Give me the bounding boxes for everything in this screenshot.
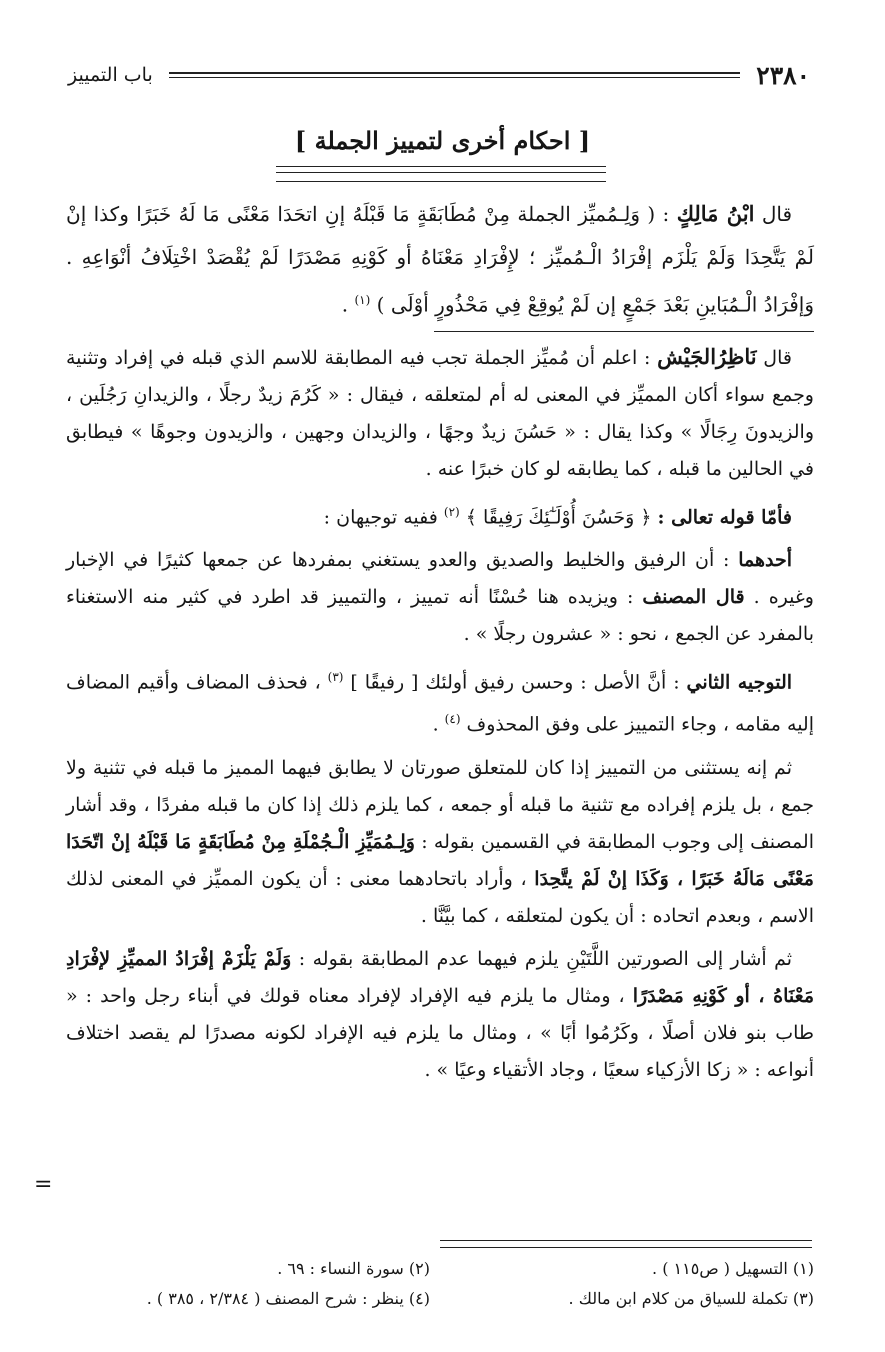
para2-lead: فأمّا قوله تعالى : [657,505,792,528]
paragraph-two-cases [66,941,814,1089]
quote-intro: قال [761,202,793,226]
footnotes [66,1256,814,1312]
section-title: [ احكام أخرى لتمييز الجملة ] [294,126,591,155]
header-rule [169,72,741,78]
footnote-ref-1: (١) [354,293,371,307]
para6-text2: ، ومثال ما يلزم فيه الإفراد لإفراد معناه قولك في أبناء رجل واحد : « طاب بنو فلان أصلًا ، وكَرُمُوا أبًا » ، ومثال ما يلزم فيه الإفراد لكونه مصدرًا لم يقصد اختلاف أنواعه : « زكا الأزكياء سعيًا ، وجاد الأتقياء وعيًا » . [66,984,814,1081]
para3-text1: : أن الرفيق والخليط والصديق والعدو يستغني بمفردها عن جمعها كثيرًا في الإخبار وغيره . [66,548,814,608]
para4-end: . [432,713,439,736]
para4-text1: : أنَّ الأصل : وحسن رفيق أولئك [ رفيقًا ] [350,671,680,694]
footnote-2: (٢) سورة النساء : ٦٩ . [277,1259,430,1278]
paragraph-nazir-al-jaysh [66,338,814,488]
para4-text2: ، فحذف المضاف وأقيم المضاف إليه مقامه ، وجاء التمييز على وفق المحذوف [66,671,814,736]
para1-text: : اعلم أن مُميِّز الجملة تجب فيه المطابقة للاسم الذي قبله في إفراد وتثنية وجمع سواء أكان المميِّز في المعنى له أم لمتعلقه ، فيقال : « كَرُمَ زيدٌ رجلًا ، والزيدانِ رَجُلَين ، والزيدونَ رِجَالًا » وكذا يقال : « حَسُنَ زيدٌ وجهًا ، والزيدان وجهين ، والزيدون وجوهًا » فيطابق في الحالين ما قبله ، كما يطابقه لو كان خبرًا عنه . [66,346,814,480]
para5-text1: ثم إنه يستثنى من التمييز إذا كان للمتعلق صورتان لا يطابق فيهما المميز ما قبله في تثنية ولا جمع ، بل يلزم إفراده مع تثنية ما قبله أو جمعه ، كما يلزم ذلك إذا كان ما قبله مفردًا ، وقد أشار المصنف إلى وجوب المطابقة في القسمين بقوله : [66,756,815,853]
para2-verse: ﴿ وَحَسُنَ أُوْلَـٰٓئِكَ رَفِيقًا ﴾ [465,505,652,528]
para4-label: التوجيه الثاني [686,671,793,694]
paragraph-verse [66,494,814,536]
page-number: ٢٣٨٠ [756,60,810,90]
paragraph-second-explanation [66,659,814,744]
footnote-ref-3: (٣) [327,669,344,684]
quote-separator [434,331,814,332]
footnote-1: (١) التسهيل ( ص١١٥ ) . [652,1259,814,1278]
para3-label2: قال المصنف [642,585,745,608]
para1-author: نَاظِرُالجَيْش [657,343,757,369]
quote-text: : ( وَلِـمُميِّز الجملة مِنْ مُطَابَقَةٍ مَا قَبْلَهُ إنِ اتحَدَا مَعْنًى مَا لَهُ خَبَرًا وكذا إنْ لَمْ يَتَّحِدَا وَلَمْ يَلْزَم إفْرَادُ الْـمُميِّز ؛ لإِفْرَادِ مَعْنَاهُ أو كَوْنِهِ مَصْدَرًا لَمْ يُقْصَدْ اخْتِلَافُ أنْوَاعِهِ . وَإفْرَادُ الْـمُبَاينِ بَعْدَ جَمْعٍ إن لَمْ يُوقِعْ فِي مَحْذُورٍ أوْلَى ) [66,202,814,317]
para6-text1: ثم أشار إلى الصورتين اللَّتَيْنِ يلزم فيهما عدم المطابقة بقوله : [298,947,793,970]
ibn-malik-quote [66,192,814,327]
running-header [68,58,810,92]
para3-label: أحدهما [738,548,792,571]
para5-bold: وَلِـمُمَيِّزِ الْـجُمْلَةِ مِنْ مُطَابَقَةٍ مَا قَبْلَهُ إنْ اتّحَدَا مَعْنًى مَالَهُ خَبَرًا ، وَكَذَا إنْ لَمْ يتَّحِدَا [66,830,814,890]
title-underline [276,166,606,182]
paragraph-first-explanation [66,542,814,653]
para6-bold: وَلَمْ يَلْزَمْ إفْرَادُ المميِّزِ لإفْرَادِ مَعْنَاهُ ، أو كَوْنِهِ مَصْدَرًا [66,947,814,1007]
paragraph-exception [66,750,814,935]
footnote-3: (٣) تكملة للسياق من كلام ابن مالك . [568,1289,814,1308]
para5-text2: ، وأراد باتحادهما معنى : أن يكون المميِّز في المعنى لذلك الاسم ، وبعدم اتحاده : أن يكون لمتعلقه ، كما بيَّنَّا . [66,867,814,927]
para3-text2: : ويزيده هنا حُسْنًا أنه تمييز ، والتمييز قد اطرد في كثير منه الاستغناء بالمفرد عن الجمع ، نحو : « عشرون رجلًا » . [66,585,814,645]
para1-intro: قال [763,346,792,369]
main-text [66,192,814,1095]
footnote-separator [440,1240,812,1248]
footnote-ref-2: (٢) [443,504,460,519]
quote-end: . [341,292,349,317]
quote-author: ابْنُ مَالِكٍ [676,201,755,226]
section-name: باب التمييز [68,64,153,86]
para2-tail: ففيه توجيهان : [323,505,438,528]
continuation-mark: = [34,1172,53,1197]
footnote-4: (٤) ينظر : شرح المصنف ( ٢/٣٨٤ ، ٣٨٥ ) . [146,1289,430,1308]
footnote-ref-4: (٤) [444,712,461,727]
